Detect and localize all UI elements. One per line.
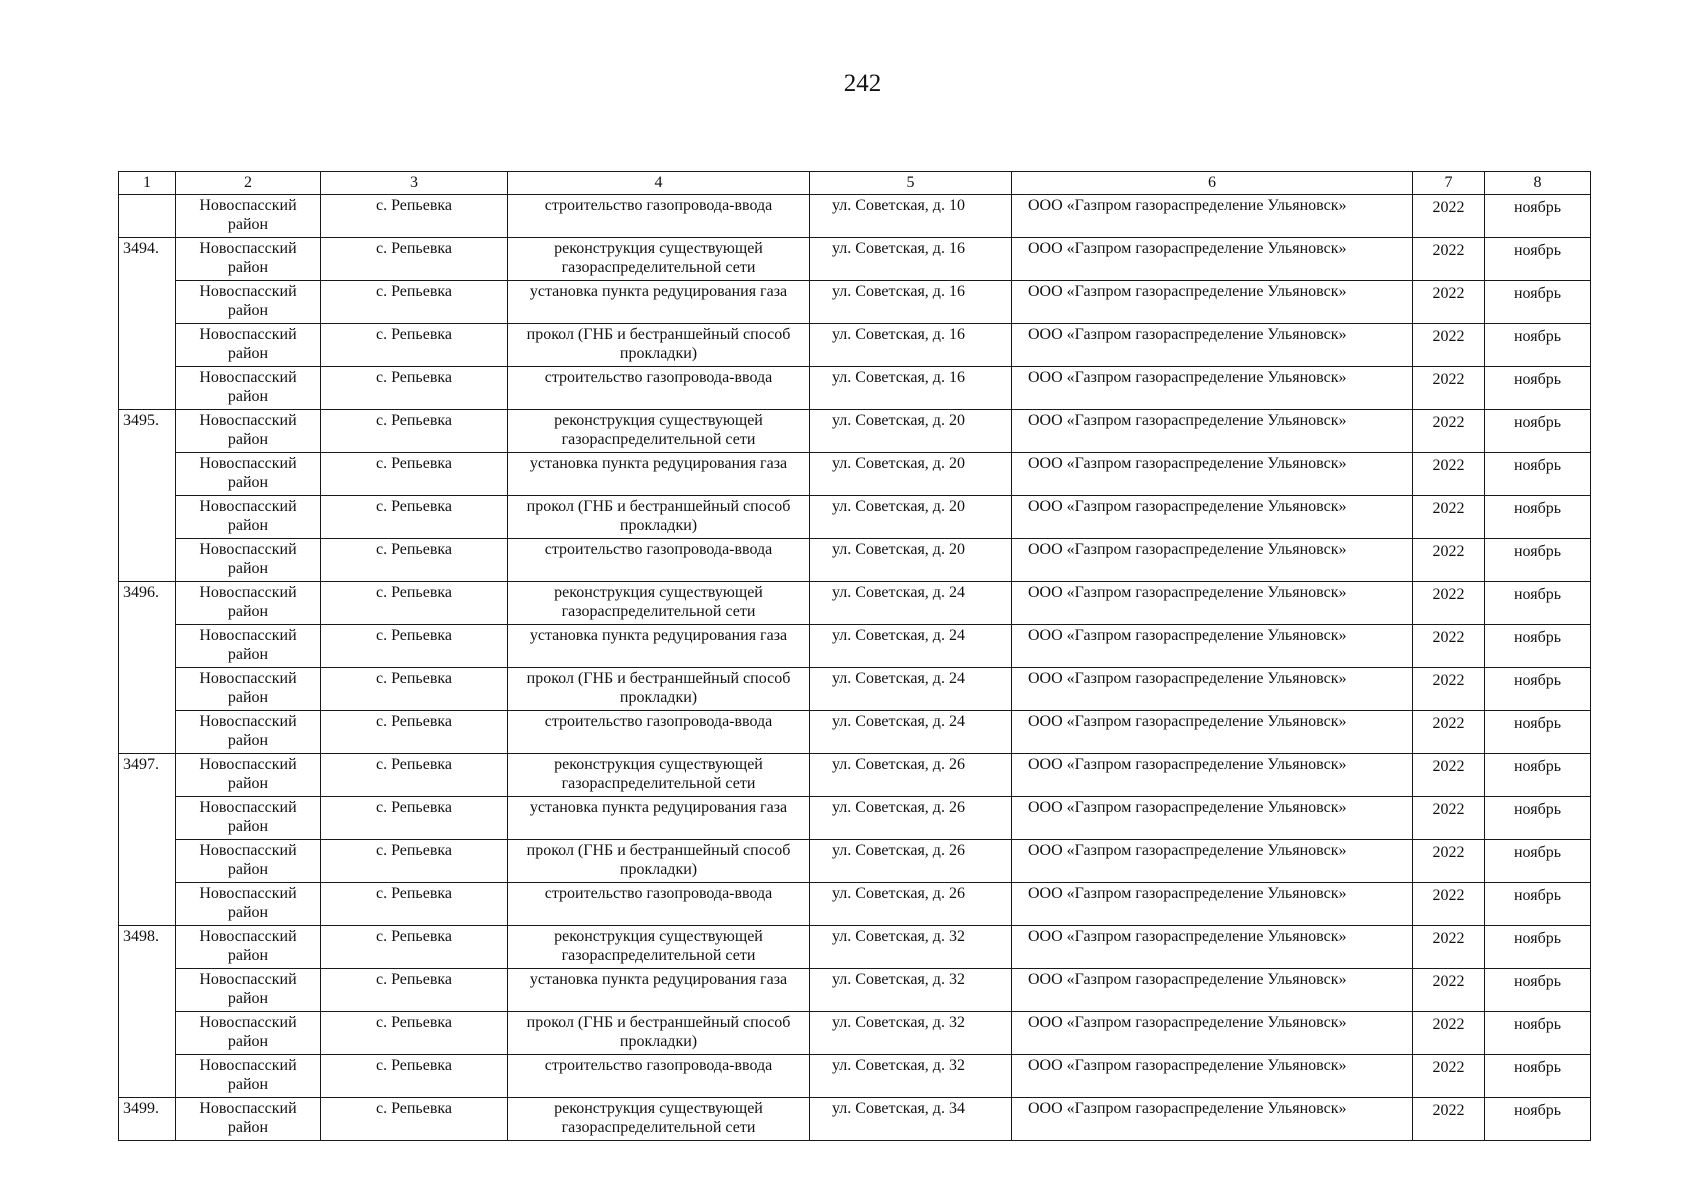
district-cell: Новоспасский район [176, 410, 321, 453]
address-cell: ул. Советская, д. 20 [810, 496, 1012, 539]
table-row [119, 840, 1591, 883]
year-cell: 2022 [1413, 969, 1485, 1012]
table-row [119, 1012, 1591, 1055]
month-cell: ноябрь [1485, 969, 1591, 1012]
organization-cell: ООО «Газпром газораспределение Ульяновск» [1012, 926, 1413, 969]
item-number-cell: 3494. [119, 238, 176, 410]
address-cell: ул. Советская, д. 32 [810, 1055, 1012, 1098]
year-cell: 2022 [1413, 496, 1485, 539]
year-cell: 2022 [1413, 668, 1485, 711]
work-type-cell: прокол (ГНБ и бестраншейный способ прокладки) [508, 1012, 810, 1055]
district-cell: Новоспасский район [176, 754, 321, 797]
year-cell: 2022 [1413, 367, 1485, 410]
year-cell: 2022 [1413, 195, 1485, 238]
address-cell: ул. Советская, д. 10 [810, 195, 1012, 238]
district-cell: Новоспасский район [176, 281, 321, 324]
month-cell: ноябрь [1485, 754, 1591, 797]
address-cell: ул. Советская, д. 16 [810, 281, 1012, 324]
village-cell: с. Репьевка [321, 1012, 508, 1055]
village-cell: с. Репьевка [321, 281, 508, 324]
work-type-cell: реконструкция существующей газораспределительной сети [508, 410, 810, 453]
table-row [119, 969, 1591, 1012]
year-cell: 2022 [1413, 582, 1485, 625]
village-cell: с. Репьевка [321, 1098, 508, 1141]
organization-cell: ООО «Газпром газораспределение Ульяновск» [1012, 410, 1413, 453]
address-cell: ул. Советская, д. 24 [810, 668, 1012, 711]
village-cell: с. Репьевка [321, 410, 508, 453]
district-cell: Новоспасский район [176, 926, 321, 969]
table-row [119, 195, 1591, 238]
item-number-cell [119, 195, 176, 238]
table-row [119, 754, 1591, 797]
village-cell: с. Репьевка [321, 926, 508, 969]
village-cell: с. Репьевка [321, 539, 508, 582]
district-cell: Новоспасский район [176, 1012, 321, 1055]
organization-cell: ООО «Газпром газораспределение Ульяновск» [1012, 1098, 1413, 1141]
year-cell: 2022 [1413, 1012, 1485, 1055]
work-type-cell: реконструкция существующей газораспределительной сети [508, 582, 810, 625]
month-cell: ноябрь [1485, 324, 1591, 367]
organization-cell: ООО «Газпром газораспределение Ульяновск» [1012, 367, 1413, 410]
work-type-cell: установка пункта редуцирования газа [508, 625, 810, 668]
table-row [119, 496, 1591, 539]
month-cell: ноябрь [1485, 453, 1591, 496]
work-type-cell: строительство газопровода-ввода [508, 367, 810, 410]
district-cell: Новоспасский район [176, 711, 321, 754]
work-type-cell: строительство газопровода-ввода [508, 883, 810, 926]
work-type-cell: прокол (ГНБ и бестраншейный способ прокладки) [508, 324, 810, 367]
column-header: 5 [810, 172, 1012, 195]
district-cell: Новоспасский район [176, 195, 321, 238]
village-cell: с. Репьевка [321, 582, 508, 625]
village-cell: с. Репьевка [321, 367, 508, 410]
year-cell: 2022 [1413, 1055, 1485, 1098]
year-cell: 2022 [1413, 281, 1485, 324]
year-cell: 2022 [1413, 625, 1485, 668]
month-cell: ноябрь [1485, 883, 1591, 926]
district-cell: Новоспасский район [176, 1055, 321, 1098]
table-row [119, 1098, 1591, 1141]
village-cell: с. Репьевка [321, 754, 508, 797]
item-number-cell: 3496. [119, 582, 176, 754]
village-cell: с. Репьевка [321, 668, 508, 711]
table-row [119, 926, 1591, 969]
village-cell: с. Репьевка [321, 840, 508, 883]
organization-cell: ООО «Газпром газораспределение Ульяновск» [1012, 754, 1413, 797]
address-cell: ул. Советская, д. 26 [810, 883, 1012, 926]
item-number-cell: 3497. [119, 754, 176, 926]
address-cell: ул. Советская, д. 34 [810, 1098, 1012, 1141]
item-number-cell: 3498. [119, 926, 176, 1098]
address-cell: ул. Советская, д. 24 [810, 711, 1012, 754]
month-cell: ноябрь [1485, 625, 1591, 668]
month-cell: ноябрь [1485, 281, 1591, 324]
table-row [119, 281, 1591, 324]
address-cell: ул. Советская, д. 20 [810, 410, 1012, 453]
organization-cell: ООО «Газпром газораспределение Ульяновск» [1012, 1012, 1413, 1055]
table-row [119, 324, 1591, 367]
work-type-cell: реконструкция существующей газораспределительной сети [508, 238, 810, 281]
table-row [119, 238, 1591, 281]
organization-cell: ООО «Газпром газораспределение Ульяновск» [1012, 969, 1413, 1012]
work-type-cell: установка пункта редуцирования газа [508, 969, 810, 1012]
address-cell: ул. Советская, д. 26 [810, 797, 1012, 840]
district-cell: Новоспасский район [176, 539, 321, 582]
table-row [119, 1055, 1591, 1098]
month-cell: ноябрь [1485, 1098, 1591, 1141]
work-type-cell: прокол (ГНБ и бестраншейный способ прокладки) [508, 496, 810, 539]
district-cell: Новоспасский район [176, 1098, 321, 1141]
column-header: 6 [1012, 172, 1413, 195]
organization-cell: ООО «Газпром газораспределение Ульяновск» [1012, 883, 1413, 926]
address-cell: ул. Советская, д. 24 [810, 625, 1012, 668]
village-cell: с. Репьевка [321, 195, 508, 238]
year-cell: 2022 [1413, 238, 1485, 281]
column-header: 3 [321, 172, 508, 195]
table-row [119, 539, 1591, 582]
month-cell: ноябрь [1485, 238, 1591, 281]
organization-cell: ООО «Газпром газораспределение Ульяновск» [1012, 625, 1413, 668]
work-type-cell: реконструкция существующей газораспределительной сети [508, 926, 810, 969]
month-cell: ноябрь [1485, 367, 1591, 410]
organization-cell: ООО «Газпром газораспределение Ульяновск» [1012, 195, 1413, 238]
column-header: 8 [1485, 172, 1591, 195]
table-row [119, 668, 1591, 711]
table-body [119, 195, 1591, 1141]
work-type-cell: прокол (ГНБ и бестраншейный способ прокладки) [508, 840, 810, 883]
work-type-cell: реконструкция существующей газораспределительной сети [508, 754, 810, 797]
data-table [118, 171, 1591, 1141]
month-cell: ноябрь [1485, 496, 1591, 539]
work-type-cell: строительство газопровода-ввода [508, 539, 810, 582]
table-row [119, 453, 1591, 496]
organization-cell: ООО «Газпром газораспределение Ульяновск» [1012, 539, 1413, 582]
year-cell: 2022 [1413, 754, 1485, 797]
district-cell: Новоспасский район [176, 453, 321, 496]
item-number-cell: 3495. [119, 410, 176, 582]
month-cell: ноябрь [1485, 1012, 1591, 1055]
district-cell: Новоспасский район [176, 668, 321, 711]
column-header: 1 [119, 172, 176, 195]
organization-cell: ООО «Газпром газораспределение Ульяновск» [1012, 238, 1413, 281]
work-type-cell: строительство газопровода-ввода [508, 711, 810, 754]
address-cell: ул. Советская, д. 32 [810, 926, 1012, 969]
month-cell: ноябрь [1485, 926, 1591, 969]
address-cell: ул. Советская, д. 16 [810, 324, 1012, 367]
month-cell: ноябрь [1485, 668, 1591, 711]
organization-cell: ООО «Газпром газораспределение Ульяновск» [1012, 453, 1413, 496]
organization-cell: ООО «Газпром газораспределение Ульяновск» [1012, 840, 1413, 883]
year-cell: 2022 [1413, 453, 1485, 496]
year-cell: 2022 [1413, 410, 1485, 453]
village-cell: с. Репьевка [321, 496, 508, 539]
address-cell: ул. Советская, д. 32 [810, 1012, 1012, 1055]
district-cell: Новоспасский район [176, 883, 321, 926]
table-row [119, 797, 1591, 840]
address-cell: ул. Советская, д. 20 [810, 453, 1012, 496]
table-row [119, 883, 1591, 926]
work-type-cell: установка пункта редуцирования газа [508, 453, 810, 496]
organization-cell: ООО «Газпром газораспределение Ульяновск» [1012, 281, 1413, 324]
column-header: 4 [508, 172, 810, 195]
district-cell: Новоспасский район [176, 582, 321, 625]
village-cell: с. Репьевка [321, 1055, 508, 1098]
table-container [118, 171, 1590, 1141]
district-cell: Новоспасский район [176, 969, 321, 1012]
month-cell: ноябрь [1485, 797, 1591, 840]
village-cell: с. Репьевка [321, 625, 508, 668]
organization-cell: ООО «Газпром газораспределение Ульяновск» [1012, 324, 1413, 367]
item-number-cell: 3499. [119, 1098, 176, 1141]
table-row [119, 582, 1591, 625]
month-cell: ноябрь [1485, 840, 1591, 883]
month-cell: ноябрь [1485, 711, 1591, 754]
page-number: 242 [843, 70, 882, 97]
month-cell: ноябрь [1485, 410, 1591, 453]
district-cell: Новоспасский район [176, 840, 321, 883]
table-row [119, 410, 1591, 453]
village-cell: с. Репьевка [321, 324, 508, 367]
district-cell: Новоспасский район [176, 625, 321, 668]
address-cell: ул. Советская, д. 32 [810, 969, 1012, 1012]
organization-cell: ООО «Газпром газораспределение Ульяновск» [1012, 582, 1413, 625]
year-cell: 2022 [1413, 1098, 1485, 1141]
organization-cell: ООО «Газпром газораспределение Ульяновск» [1012, 1055, 1413, 1098]
month-cell: ноябрь [1485, 582, 1591, 625]
village-cell: с. Репьевка [321, 453, 508, 496]
district-cell: Новоспасский район [176, 797, 321, 840]
table-row [119, 625, 1591, 668]
month-cell: ноябрь [1485, 1055, 1591, 1098]
organization-cell: ООО «Газпром газораспределение Ульяновск» [1012, 797, 1413, 840]
year-cell: 2022 [1413, 840, 1485, 883]
village-cell: с. Репьевка [321, 969, 508, 1012]
table-row [119, 711, 1591, 754]
month-cell: ноябрь [1485, 539, 1591, 582]
work-type-cell: установка пункта редуцирования газа [508, 797, 810, 840]
district-cell: Новоспасский район [176, 324, 321, 367]
village-cell: с. Репьевка [321, 238, 508, 281]
work-type-cell: строительство газопровода-ввода [508, 195, 810, 238]
address-cell: ул. Советская, д. 26 [810, 840, 1012, 883]
table-row [119, 367, 1591, 410]
address-cell: ул. Советская, д. 24 [810, 582, 1012, 625]
village-cell: с. Репьевка [321, 883, 508, 926]
district-cell: Новоспасский район [176, 496, 321, 539]
year-cell: 2022 [1413, 324, 1485, 367]
organization-cell: ООО «Газпром газораспределение Ульяновск» [1012, 496, 1413, 539]
address-cell: ул. Советская, д. 16 [810, 238, 1012, 281]
year-cell: 2022 [1413, 797, 1485, 840]
table-header [119, 172, 1591, 195]
header-row [119, 172, 1591, 195]
district-cell: Новоспасский район [176, 238, 321, 281]
work-type-cell: строительство газопровода-ввода [508, 1055, 810, 1098]
village-cell: с. Репьевка [321, 711, 508, 754]
organization-cell: ООО «Газпром газораспределение Ульяновск» [1012, 711, 1413, 754]
column-header: 2 [176, 172, 321, 195]
organization-cell: ООО «Газпром газораспределение Ульяновск» [1012, 668, 1413, 711]
work-type-cell: реконструкция существующей газораспределительной сети [508, 1098, 810, 1141]
year-cell: 2022 [1413, 883, 1485, 926]
month-cell: ноябрь [1485, 195, 1591, 238]
district-cell: Новоспасский район [176, 367, 321, 410]
address-cell: ул. Советская, д. 20 [810, 539, 1012, 582]
year-cell: 2022 [1413, 711, 1485, 754]
year-cell: 2022 [1413, 539, 1485, 582]
address-cell: ул. Советская, д. 26 [810, 754, 1012, 797]
village-cell: с. Репьевка [321, 797, 508, 840]
column-header: 7 [1413, 172, 1485, 195]
work-type-cell: прокол (ГНБ и бестраншейный способ прокладки) [508, 668, 810, 711]
work-type-cell: установка пункта редуцирования газа [508, 281, 810, 324]
year-cell: 2022 [1413, 926, 1485, 969]
address-cell: ул. Советская, д. 16 [810, 367, 1012, 410]
